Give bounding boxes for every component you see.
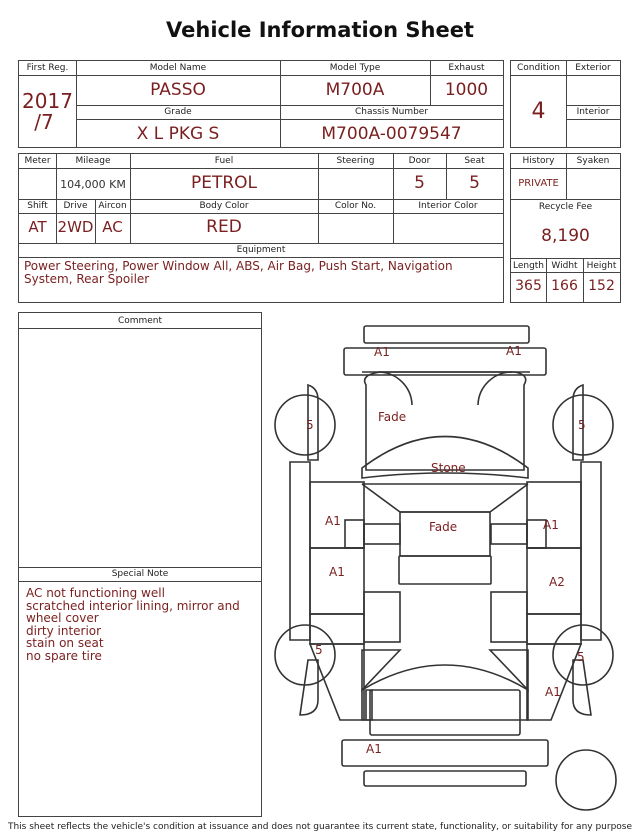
mark-left-rear-door: A1: [329, 565, 345, 579]
history-value: PRIVATE: [518, 178, 559, 189]
length-label: Length: [512, 261, 545, 271]
vehicle-details-block: [18, 153, 504, 303]
color-no-label: Color No.: [334, 201, 377, 211]
grade-label: Grade: [164, 107, 192, 117]
exhaust-label: Exhaust: [448, 63, 485, 73]
width-label: Widht: [551, 261, 578, 271]
mark-rear-bumper: A1: [366, 742, 382, 756]
special-note-item: AC not functioning well: [26, 586, 165, 600]
mark-tire-rr: 5: [577, 650, 585, 664]
special-note-label: Special Note: [111, 569, 169, 579]
body-color-value: RED: [206, 217, 242, 237]
model-type-label: Model Type: [329, 63, 381, 73]
mark-right-rear-door: A2: [549, 575, 565, 589]
first-reg-year: 2017: [22, 89, 73, 113]
mark-front-left: A1: [374, 345, 390, 359]
mark-roof: Fade: [429, 520, 458, 534]
mark-tire-rl: 5: [315, 643, 323, 657]
mark-tire-fl: 5: [306, 418, 314, 432]
mark-right-rear-quarter: A1: [545, 685, 561, 699]
history-label: History: [522, 156, 555, 166]
syaken-label: Syaken: [576, 156, 610, 166]
mark-right-front-door: A1: [543, 518, 559, 532]
mark-tire-fr: 5: [578, 418, 586, 432]
disclaimer-footer: This sheet reflects the vehicle's condition at issuance and does not guarantee its current state, functionality, or suitability for any purpose: [7, 822, 633, 832]
special-note-item: scratched interior lining, mirror and wheel cover: [26, 598, 240, 625]
fuel-label: Fuel: [214, 156, 234, 166]
drive-label: Drive: [63, 201, 88, 211]
equipment-label: Equipment: [236, 245, 286, 255]
interior-label: Interior: [576, 107, 610, 117]
chassis-number-value: M700A-0079547: [321, 124, 462, 144]
condition-label: Condition: [517, 63, 560, 73]
model-name-value: PASSO: [150, 80, 206, 100]
mark-hood: Fade: [378, 410, 407, 424]
meter-label: Meter: [24, 156, 51, 166]
equipment-value: Power Steering, Power Window All, ABS, Air Bag, Push Start, Navigation System, Rear Spoiler: [24, 259, 453, 286]
recycle-fee-value: 8,190: [541, 226, 590, 246]
mark-front-right: A1: [506, 344, 522, 358]
comment-label: Comment: [117, 316, 163, 326]
length-value: 365: [515, 278, 542, 294]
drive-value: 2WD: [57, 218, 94, 236]
steering-label: Steering: [336, 156, 375, 166]
special-note-item: no spare tire: [26, 648, 102, 663]
history-block: [510, 153, 621, 303]
comment-block: [18, 312, 262, 817]
page-title: Vehicle Information Sheet: [166, 18, 474, 42]
door-value: 5: [414, 173, 425, 193]
model-type-value: M700A: [325, 80, 385, 100]
special-note-item: stain on seat: [26, 636, 104, 650]
height-value: 152: [588, 278, 615, 294]
seat-value: 5: [469, 173, 480, 193]
exhaust-value: 1000: [444, 80, 489, 100]
exterior-label: Exterior: [575, 63, 611, 73]
first-reg-month: /7: [34, 110, 54, 134]
mileage-value: 104,000 KM: [60, 178, 126, 191]
condition-block: [510, 60, 621, 148]
fuel-value: PETROL: [190, 173, 258, 193]
seat-label: Seat: [464, 156, 485, 166]
mileage-label: Mileage: [75, 156, 111, 166]
height-label: Height: [586, 261, 617, 271]
car-damage-diagram: [268, 318, 628, 818]
special-note-item: dirty interior: [26, 623, 102, 638]
model-name-label: Model Name: [149, 63, 207, 73]
first-reg-label: First Reg.: [26, 63, 69, 73]
mark-windshield: Stone: [431, 461, 466, 475]
mark-left-front-door: A1: [325, 514, 341, 528]
chassis-number-label: Chassis Number: [354, 107, 429, 117]
condition-value: 4: [531, 99, 546, 124]
grade-value: X L PKG S: [136, 124, 220, 144]
shift-label: Shift: [27, 201, 48, 211]
body-color-label: Body Color: [199, 201, 249, 211]
aircon-value: AC: [102, 218, 123, 236]
model-info-block: [18, 60, 504, 148]
width-value: 166: [551, 278, 578, 294]
interior-color-label: Interior Color: [418, 201, 478, 211]
door-label: Door: [408, 156, 431, 166]
shift-value: AT: [28, 218, 47, 236]
aircon-label: Aircon: [98, 201, 127, 211]
recycle-fee-label: Recycle Fee: [538, 202, 593, 212]
special-note-list: [26, 587, 251, 662]
